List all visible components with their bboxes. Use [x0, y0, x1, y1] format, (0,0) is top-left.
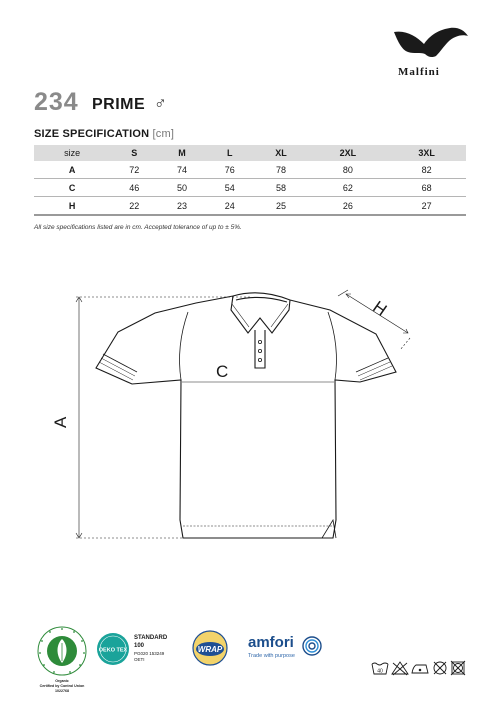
table-cell: 78: [254, 161, 309, 179]
oeko-standard-line: 100: [134, 643, 145, 649]
no-dry-clean-icon: [434, 662, 446, 674]
no-tumble-dry-icon: [451, 661, 465, 675]
table-cell: 76: [206, 161, 254, 179]
oeko-tex-icon: [96, 632, 130, 666]
oeko-tex-text: OEKO TEX: [98, 647, 128, 654]
col-header: 2XL: [308, 145, 387, 161]
oeko-code-line: PG020 153249: [134, 651, 165, 656]
col-header: M: [158, 145, 206, 161]
no-bleach-icon: [392, 662, 408, 675]
table-row: [34, 161, 466, 179]
table-cell: 82: [387, 161, 466, 179]
table-cell: 74: [158, 161, 206, 179]
table-cell: 54: [206, 179, 254, 197]
table-cell: 25: [254, 197, 309, 216]
wash-icon: [372, 663, 388, 675]
table-cell: 50: [158, 179, 206, 197]
oeko-code: [134, 651, 164, 663]
size-table-header: [34, 145, 466, 161]
gots-certificate-icon: [36, 625, 88, 677]
wrap-text: WRAP: [197, 645, 223, 654]
wash-temperature: 40: [377, 668, 383, 675]
gots-caption: [28, 679, 96, 694]
spec-title-text: SIZE SPECIFICATION: [34, 128, 150, 140]
table-cell: 68: [387, 179, 466, 197]
tolerance-note: All size specifications listed are in cm. Accepted tolerance of up to ± 5%.: [34, 224, 242, 231]
wrap-certificate-icon: [192, 628, 228, 668]
brand-wordmark: Malfini: [398, 66, 440, 78]
table-row: [34, 197, 466, 216]
table-cell: 58: [254, 179, 309, 197]
table-cell: 27: [387, 197, 466, 216]
gots-caption-line: 1022768: [55, 689, 69, 693]
table-cell: 62: [308, 179, 387, 197]
label-h: H: [369, 297, 391, 320]
col-header: size: [34, 145, 110, 161]
oeko-code-line: OETI: [134, 657, 145, 662]
spec-unit: [cm]: [152, 128, 175, 140]
row-label: C: [34, 179, 110, 197]
gender-symbol: ♂: [154, 94, 167, 113]
amfori-tagline: Trade with purpose: [248, 653, 295, 659]
table-cell: 24: [206, 197, 254, 216]
size-table: [34, 145, 466, 216]
table-cell: 23: [158, 197, 206, 216]
table-cell: 80: [308, 161, 387, 179]
malfini-bird-logo: [392, 22, 470, 72]
amfori-name: amfori: [248, 634, 294, 651]
table-cell: 26: [308, 197, 387, 216]
polo-shirt-drawing: [0, 280, 500, 550]
iron-icon: [412, 665, 428, 673]
spec-title: [34, 128, 174, 140]
col-header: S: [110, 145, 158, 161]
product-code: 234: [34, 88, 79, 116]
gots-caption-line: Organic: [55, 679, 69, 683]
row-label: H: [34, 197, 110, 216]
oeko-standard-line: STANDARD: [134, 635, 168, 641]
gots-caption-line: Certified by Control Union: [39, 684, 85, 688]
label-c: C: [216, 362, 229, 381]
table-cell: 46: [110, 179, 158, 197]
row-label: A: [34, 161, 110, 179]
amfori-logo-icon: [302, 636, 322, 656]
care-symbols: [370, 658, 470, 678]
table-cell: 72: [110, 161, 158, 179]
product-name: PRIME: [92, 96, 146, 113]
table-row: [34, 179, 466, 197]
table-cell: 22: [110, 197, 158, 216]
col-header: L: [206, 145, 254, 161]
oeko-standard: [134, 634, 167, 650]
col-header: 3XL: [387, 145, 466, 161]
col-header: XL: [254, 145, 309, 161]
label-a: A: [51, 416, 70, 428]
